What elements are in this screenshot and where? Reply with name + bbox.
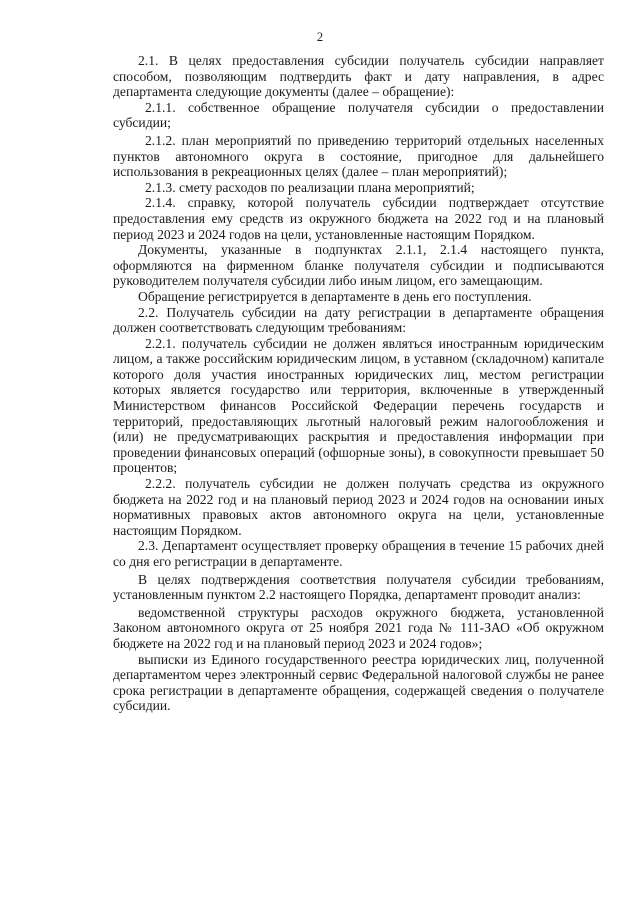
paragraph-2-1: 2.1. В целях предоставления субсидии получатель субсидии направляет способом, позволяющим подтвердить факт и дату направления, в адрес департамента следующие документы (далее – обращение): (113, 53, 604, 100)
paragraph-2-3: 2.3. Департамент осуществляет проверку обращения в течение 15 рабочих дней со дня его регистрации в департаменте. (113, 538, 604, 569)
paragraph-2-1-4: 2.1.4. справку, которой получатель субсидии подтверждает отсутствие предоставления ему средств из окружного бюджета на 2022 год и на плановый период 2023 и 2024 годов на цели, установленные настоящим Порядком. (113, 195, 604, 242)
paragraph-2-2: 2.2. Получатель субсидии на дату регистрации в департаменте обращения должен соответствовать следующим требованиям: (113, 304, 604, 336)
paragraph-documents-note: Документы, указанные в подпунктах 2.1.1, 2.1.4 настоящего пункта, оформляются на фирменном бланке получателя субсидии и подписываются руководителем получателя субсидии либо иным лицом, его замещающим. (113, 242, 604, 289)
paragraph-2-1-1: 2.1.1. собственное обращение получателя субсидии о предоставлении субсидии; (113, 99, 604, 131)
paragraph-analysis-intro: В целях подтверждения соответствия получателя субсидии требованиям, установленным пунктом 2.2 настоящего Порядка, департамент проводит анализ: (113, 571, 604, 603)
document-body (113, 53, 604, 714)
page-number: 2 (316, 30, 324, 44)
paragraph-registration: Обращение регистрируется в департаменте в день его поступления. (138, 288, 532, 304)
paragraph-2-1-3: 2.1.3. смету расходов по реализации плана мероприятий; (145, 179, 475, 195)
paragraph-2-1-2: 2.1.2. план мероприятий по приведению территорий отдельных населенных пунктов автономного округа в состояние, пригодное для дальнейшего использования в рекреационных целях (далее – план мероприятий); (113, 132, 604, 180)
paragraph-budget-structure: ведомственной структуры расходов окружного бюджета, установленной Законом автономного округа от 25 ноября 2021 года № 111-ЗАО «Об окружном бюджете на 2022 год и на плановый период 2023 и 2024 годов»; (113, 604, 604, 651)
paragraph-2-2-2: 2.2.2. получатель субсидии не должен получать средства из окружного бюджета на 2022 год и на плановый период 2023 и 2024 годов на основании иных нормативных правовых актов автономного округа на цели, установленные настоящим Порядком. (113, 476, 604, 538)
paragraph-2-2-1: 2.2.1. получатель субсидии не должен являться иностранным юридическим лицом, а также российским юридическим лицом, в уставном (складочном) капитале которого доля участия иностранных юридических лиц, местом регистрации которых является государство или территория, включенные в утвержденный Министерством финансов Российской Федерации перечень государств и территорий, предоставляющих льготный налоговый режим налогообложения и (или) не предусматривающих раскрытия и предоставления информации при проведении финансовых операций (офшорные зоны), в совокупности превышает 50 процентов; (113, 335, 604, 476)
paragraph-registry-extract: выписки из Единого государственного реестра юридических лиц, полученной департаментом через электронный сервис Федеральной налоговой службы не ранее срока регистрации в департаменте обращения, содержащей сведения о получателе субсидии. (113, 651, 604, 714)
